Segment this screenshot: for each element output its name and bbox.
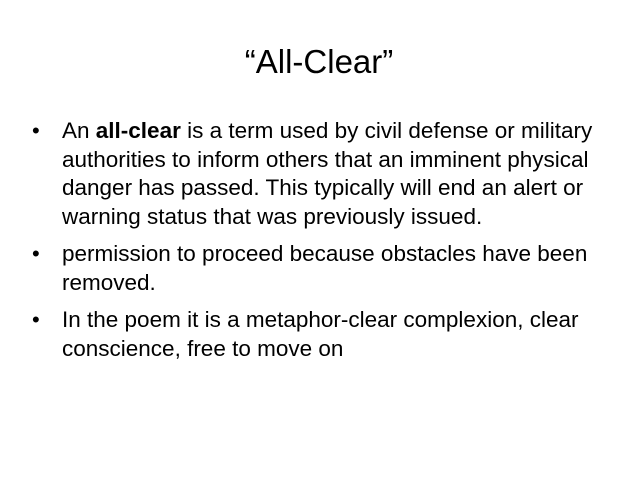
bullet-item-definition [32, 117, 612, 231]
bullet-icon: • [32, 241, 40, 266]
bullet-list [32, 117, 612, 372]
slide-title: “All-Clear” [244, 43, 394, 80]
bullet-prefix-text: An [62, 118, 96, 143]
bullet-item-poem [32, 306, 612, 363]
bullet-bold-term: all-clear [95, 118, 181, 143]
bullet-text: In the poem it is a metaphor-clear complexion, clear conscience, free to move on [62, 307, 579, 361]
bullet-icon: • [32, 307, 40, 332]
bullet-icon: • [32, 118, 40, 143]
bullet-rest-text: is a term used by civil defense or military authorities to inform others that an imminent physical danger has passed. This typically will end an alert or warning status that was previously issued. [62, 118, 593, 229]
bullet-item-permission [32, 240, 612, 297]
bullet-text: permission to proceed because obstacles have been removed. [62, 241, 588, 295]
